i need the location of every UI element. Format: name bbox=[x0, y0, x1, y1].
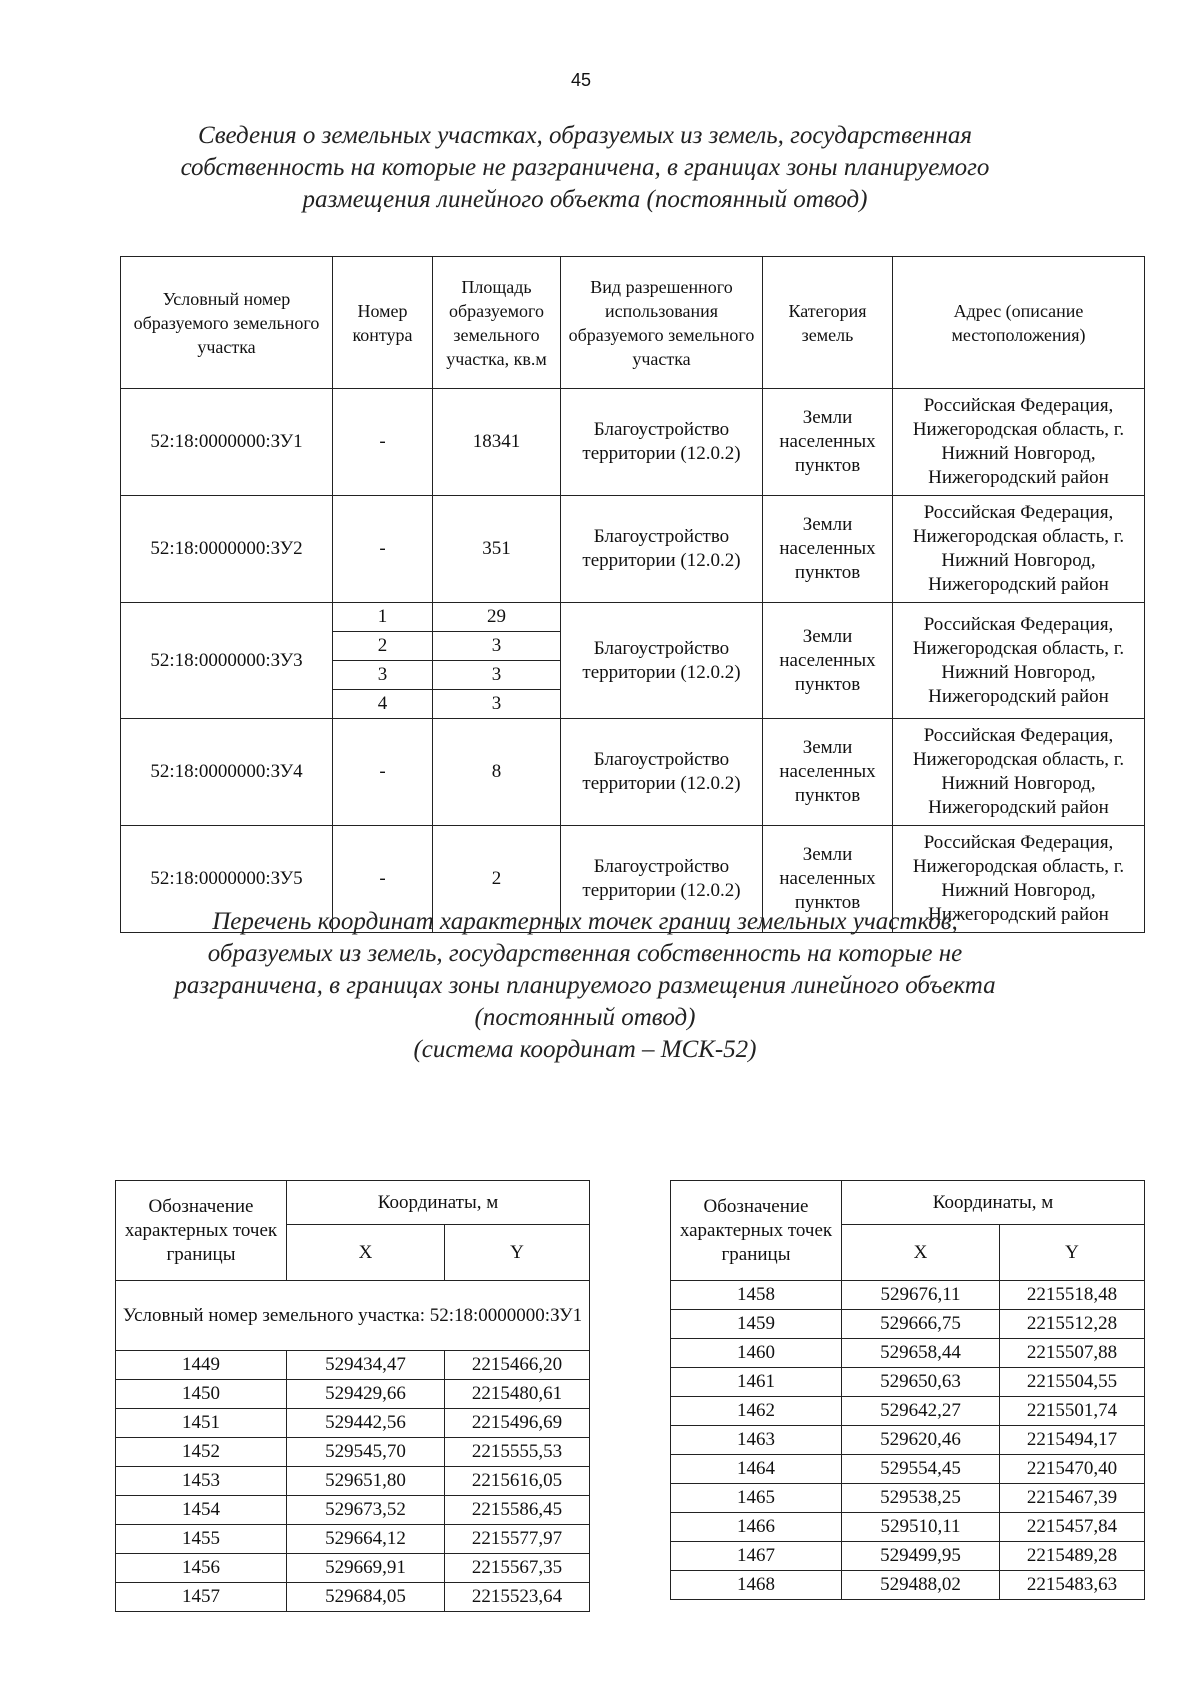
contour-number: - bbox=[333, 389, 433, 496]
table-row bbox=[121, 603, 1145, 632]
coord-x: 529538,25 bbox=[842, 1484, 1000, 1513]
title-line: (постоянный отвод) bbox=[474, 1004, 696, 1031]
coord-x: 529664,12 bbox=[287, 1525, 445, 1554]
plot-number: 52:18:0000000:ЗУ2 bbox=[121, 496, 333, 603]
plot-area: 29 bbox=[433, 603, 561, 632]
coord-y: 2215518,48 bbox=[1000, 1281, 1145, 1310]
plot-area: 18341 bbox=[433, 389, 561, 496]
title-line: Перечень координат характерных точек границ земельных участков, bbox=[212, 908, 958, 935]
coord-x: 529434,47 bbox=[287, 1351, 445, 1380]
table-header-row bbox=[121, 257, 1145, 389]
contour-number: 4 bbox=[333, 690, 433, 719]
coordinates-table-right bbox=[670, 1180, 1145, 1600]
table-header-row bbox=[671, 1181, 1145, 1225]
table-row bbox=[671, 1368, 1145, 1397]
coord-y: 2215501,74 bbox=[1000, 1397, 1145, 1426]
table-row bbox=[121, 389, 1145, 496]
coord-point: 1449 bbox=[116, 1351, 287, 1380]
land-category: Земли населенных пунктов bbox=[763, 603, 893, 719]
contour-number: 2 bbox=[333, 632, 433, 661]
coord-point: 1457 bbox=[116, 1583, 287, 1612]
permitted-use: Благоустройство территории (12.0.2) bbox=[561, 389, 763, 496]
contour-number: - bbox=[333, 496, 433, 603]
plot-subheader: Условный номер земельного участка: 52:18:0000000:ЗУ1 bbox=[116, 1281, 590, 1351]
table-row bbox=[116, 1554, 590, 1583]
coord-x: 529673,52 bbox=[287, 1496, 445, 1525]
table-row bbox=[121, 496, 1145, 603]
coord-point: 1456 bbox=[116, 1554, 287, 1583]
coord-x: 529651,80 bbox=[287, 1467, 445, 1496]
header-point: Обозначение характерных точек границы bbox=[671, 1181, 842, 1281]
plot-area: 8 bbox=[433, 719, 561, 826]
plot-area: 3 bbox=[433, 632, 561, 661]
coord-point: 1454 bbox=[116, 1496, 287, 1525]
contour-number: 3 bbox=[333, 661, 433, 690]
coord-y: 2215489,28 bbox=[1000, 1542, 1145, 1571]
coord-y: 2215577,97 bbox=[445, 1525, 590, 1554]
land-category: Земли населенных пунктов bbox=[763, 389, 893, 496]
coord-point: 1464 bbox=[671, 1455, 842, 1484]
table-row bbox=[116, 1583, 590, 1612]
header-area: Площадь образуемого земельного участка, кв.м bbox=[433, 257, 561, 389]
coord-y: 2215504,55 bbox=[1000, 1368, 1145, 1397]
coord-y: 2215586,45 bbox=[445, 1496, 590, 1525]
coord-x: 529676,11 bbox=[842, 1281, 1000, 1310]
contour-number: - bbox=[333, 719, 433, 826]
header-x: X bbox=[287, 1225, 445, 1281]
coord-x: 529650,63 bbox=[842, 1368, 1000, 1397]
coord-y: 2215512,28 bbox=[1000, 1310, 1145, 1339]
coord-y: 2215523,64 bbox=[445, 1583, 590, 1612]
page-number: 45 bbox=[570, 70, 592, 90]
coord-x: 529429,66 bbox=[287, 1380, 445, 1409]
coord-x: 529510,11 bbox=[842, 1513, 1000, 1542]
coord-x: 529488,02 bbox=[842, 1571, 1000, 1600]
coord-x: 529554,45 bbox=[842, 1455, 1000, 1484]
coord-point: 1468 bbox=[671, 1571, 842, 1600]
header-permitted-use: Вид разрешенного использования образуемого земельного участка bbox=[561, 257, 763, 389]
header-contour-number: Номер контура bbox=[333, 257, 433, 389]
coordinates-table-left bbox=[115, 1180, 590, 1612]
coord-y: 2215480,61 bbox=[445, 1380, 590, 1409]
table-row bbox=[671, 1513, 1145, 1542]
section-title-coordinates bbox=[120, 906, 1050, 1066]
coord-y: 2215507,88 bbox=[1000, 1339, 1145, 1368]
section-title-plots bbox=[120, 120, 1050, 216]
table-row bbox=[116, 1409, 590, 1438]
coord-point: 1462 bbox=[671, 1397, 842, 1426]
header-y: Y bbox=[1000, 1225, 1145, 1281]
coord-y: 2215496,69 bbox=[445, 1409, 590, 1438]
coord-x: 529442,56 bbox=[287, 1409, 445, 1438]
coord-point: 1450 bbox=[116, 1380, 287, 1409]
coord-point: 1459 bbox=[671, 1310, 842, 1339]
table-header-row bbox=[116, 1181, 590, 1225]
coord-point: 1452 bbox=[116, 1438, 287, 1467]
plot-area: 3 bbox=[433, 690, 561, 719]
title-line: разграничена, в границах зоны планируемого размещения линейного объекта bbox=[174, 972, 996, 999]
table-row bbox=[671, 1571, 1145, 1600]
coord-point: 1453 bbox=[116, 1467, 287, 1496]
table-row bbox=[116, 1525, 590, 1554]
coord-y: 2215555,53 bbox=[445, 1438, 590, 1467]
land-category: Земли населенных пунктов bbox=[763, 826, 893, 933]
permitted-use: Благоустройство территории (12.0.2) bbox=[561, 496, 763, 603]
land-plots-table bbox=[120, 256, 1145, 933]
coord-x: 529620,46 bbox=[842, 1426, 1000, 1455]
coord-point: 1458 bbox=[671, 1281, 842, 1310]
plot-address: Российская Федерация, Нижегородская область, г. Нижний Новгород, Нижегородский район bbox=[893, 496, 1145, 603]
plot-area: 351 bbox=[433, 496, 561, 603]
header-coordinates: Координаты, м bbox=[287, 1181, 590, 1225]
table-row bbox=[671, 1455, 1145, 1484]
coord-x: 529642,27 bbox=[842, 1397, 1000, 1426]
table-row bbox=[671, 1426, 1145, 1455]
table-row bbox=[121, 719, 1145, 826]
header-x: X bbox=[842, 1225, 1000, 1281]
title-line: Сведения о земельных участках, образуемых из земель, государственная bbox=[198, 122, 972, 149]
coord-point: 1455 bbox=[116, 1525, 287, 1554]
plot-address: Российская Федерация, Нижегородская область, г. Нижний Новгород, Нижегородский район bbox=[893, 389, 1145, 496]
table-row bbox=[116, 1467, 590, 1496]
contour-number: 1 bbox=[333, 603, 433, 632]
table-row bbox=[116, 1351, 590, 1380]
coord-y: 2215467,39 bbox=[1000, 1484, 1145, 1513]
coord-x: 529684,05 bbox=[287, 1583, 445, 1612]
table-row bbox=[671, 1339, 1145, 1368]
coord-point: 1466 bbox=[671, 1513, 842, 1542]
coord-x: 529658,44 bbox=[842, 1339, 1000, 1368]
plot-area: 2 bbox=[433, 826, 561, 933]
table-row bbox=[671, 1542, 1145, 1571]
header-y: Y bbox=[445, 1225, 590, 1281]
header-plot-number: Условный номер образуемого земельного участка bbox=[121, 257, 333, 389]
coord-point: 1460 bbox=[671, 1339, 842, 1368]
header-point: Обозначение характерных точек границы bbox=[116, 1181, 287, 1281]
permitted-use: Благоустройство территории (12.0.2) bbox=[561, 826, 763, 933]
coord-y: 2215483,63 bbox=[1000, 1571, 1145, 1600]
table-row bbox=[116, 1380, 590, 1409]
plot-address: Российская Федерация, Нижегородская область, г. Нижний Новгород, Нижегородский район bbox=[893, 826, 1145, 933]
coord-x: 529545,70 bbox=[287, 1438, 445, 1467]
header-coordinates: Координаты, м bbox=[842, 1181, 1145, 1225]
coord-y: 2215494,17 bbox=[1000, 1426, 1145, 1455]
title-line: образуемых из земель, государственная собственность на которые не bbox=[207, 940, 963, 967]
plot-number: 52:18:0000000:ЗУ1 bbox=[121, 389, 333, 496]
permitted-use: Благоустройство территории (12.0.2) bbox=[561, 719, 763, 826]
title-line: размещения линейного объекта (постоянный отвод) bbox=[302, 186, 868, 213]
title-line: (система координат – МСК-52) bbox=[413, 1036, 757, 1063]
coord-point: 1465 bbox=[671, 1484, 842, 1513]
plot-address: Российская Федерация, Нижегородская область, г. Нижний Новгород, Нижегородский район bbox=[893, 719, 1145, 826]
header-land-category: Категория земель bbox=[763, 257, 893, 389]
coord-y: 2215470,40 bbox=[1000, 1455, 1145, 1484]
coord-point: 1463 bbox=[671, 1426, 842, 1455]
plot-number: 52:18:0000000:ЗУ3 bbox=[121, 603, 333, 719]
table-subheader-row bbox=[116, 1281, 590, 1351]
table-row bbox=[671, 1281, 1145, 1310]
coord-x: 529669,91 bbox=[287, 1554, 445, 1583]
coord-y: 2215466,20 bbox=[445, 1351, 590, 1380]
coord-y: 2215567,35 bbox=[445, 1554, 590, 1583]
plot-number: 52:18:0000000:ЗУ5 bbox=[121, 826, 333, 933]
title-line: собственность на которые не разграничена, в границах зоны планируемого bbox=[180, 154, 990, 181]
header-address: Адрес (описание местоположения) bbox=[893, 257, 1145, 389]
contour-number: - bbox=[333, 826, 433, 933]
plot-area: 3 bbox=[433, 661, 561, 690]
table-row bbox=[671, 1484, 1145, 1513]
land-category: Земли населенных пунктов bbox=[763, 719, 893, 826]
coord-y: 2215616,05 bbox=[445, 1467, 590, 1496]
coord-point: 1451 bbox=[116, 1409, 287, 1438]
permitted-use: Благоустройство территории (12.0.2) bbox=[561, 603, 763, 719]
table-row bbox=[116, 1438, 590, 1467]
coord-x: 529499,95 bbox=[842, 1542, 1000, 1571]
coord-y: 2215457,84 bbox=[1000, 1513, 1145, 1542]
coord-point: 1467 bbox=[671, 1542, 842, 1571]
land-category: Земли населенных пунктов bbox=[763, 496, 893, 603]
plot-number: 52:18:0000000:ЗУ4 bbox=[121, 719, 333, 826]
table-row bbox=[671, 1310, 1145, 1339]
coord-x: 529666,75 bbox=[842, 1310, 1000, 1339]
coord-point: 1461 bbox=[671, 1368, 842, 1397]
table-row bbox=[671, 1397, 1145, 1426]
plot-address: Российская Федерация, Нижегородская область, г. Нижний Новгород, Нижегородский район bbox=[893, 603, 1145, 719]
table-row bbox=[116, 1496, 590, 1525]
